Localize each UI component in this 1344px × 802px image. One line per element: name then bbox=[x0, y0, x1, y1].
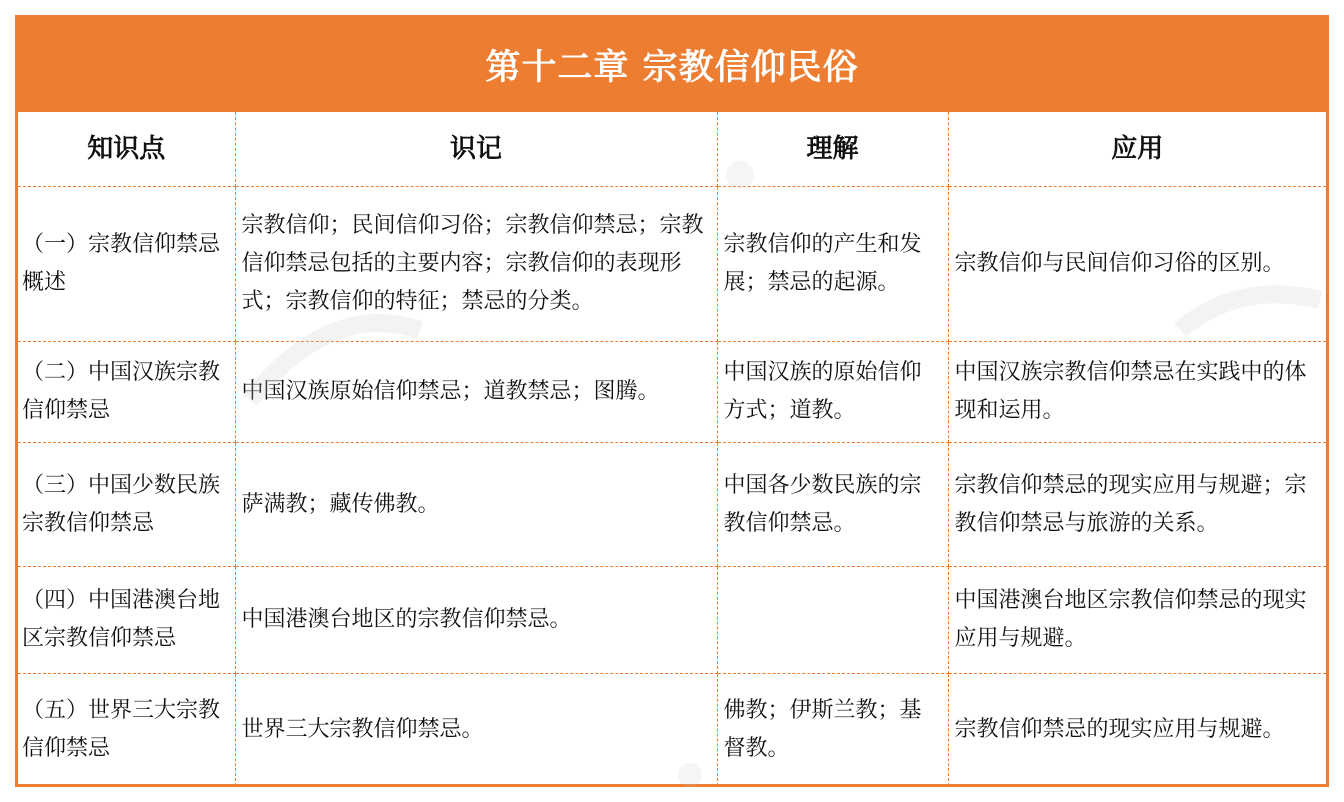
apply-cell: 中国汉族宗教信仰禁忌在实践中的体现和运用。 bbox=[948, 342, 1326, 443]
apply-cell: 宗教信仰禁忌的现实应用与规避。 bbox=[948, 674, 1326, 786]
syllabus-table bbox=[18, 112, 1326, 786]
understand-cell: 宗教信仰的产生和发展；禁忌的起源。 bbox=[717, 187, 948, 342]
apply-cell: 宗教信仰禁忌的现实应用与规避；宗教信仰禁忌与旅游的关系。 bbox=[948, 443, 1326, 567]
chapter-title: 第十二章 宗教信仰民俗 bbox=[18, 18, 1326, 112]
memorize-cell: 中国港澳台地区的宗教信仰禁忌。 bbox=[235, 567, 717, 674]
topic-cell: （四）中国港澳台地区宗教信仰禁忌 bbox=[18, 567, 235, 674]
understand-cell: 中国各少数民族的宗教信仰禁忌。 bbox=[717, 443, 948, 567]
header-topic: 知识点 bbox=[18, 112, 235, 187]
topic-cell: （一）宗教信仰禁忌概述 bbox=[18, 187, 235, 342]
table-row bbox=[18, 342, 1326, 443]
topic-cell: （五）世界三大宗教信仰禁忌 bbox=[18, 674, 235, 786]
syllabus-table-frame bbox=[15, 15, 1329, 787]
understand-cell bbox=[717, 567, 948, 674]
table-row bbox=[18, 567, 1326, 674]
memorize-cell: 中国汉族原始信仰禁忌；道教禁忌；图腾。 bbox=[235, 342, 717, 443]
apply-cell: 宗教信仰与民间信仰习俗的区别。 bbox=[948, 187, 1326, 342]
table-row bbox=[18, 443, 1326, 567]
table-row bbox=[18, 674, 1326, 786]
header-apply: 应用 bbox=[948, 112, 1326, 187]
topic-cell: （三）中国少数民族宗教信仰禁忌 bbox=[18, 443, 235, 567]
header-memorize: 识记 bbox=[235, 112, 717, 187]
apply-cell: 中国港澳台地区宗教信仰禁忌的现实应用与规避。 bbox=[948, 567, 1326, 674]
memorize-cell: 宗教信仰；民间信仰习俗；宗教信仰禁忌；宗教信仰禁忌包括的主要内容；宗教信仰的表现形式；宗教信仰的特征；禁忌的分类。 bbox=[235, 187, 717, 342]
table-row bbox=[18, 187, 1326, 342]
understand-cell: 佛教；伊斯兰教；基督教。 bbox=[717, 674, 948, 786]
header-row bbox=[18, 112, 1326, 187]
memorize-cell: 世界三大宗教信仰禁忌。 bbox=[235, 674, 717, 786]
topic-cell: （二）中国汉族宗教信仰禁忌 bbox=[18, 342, 235, 443]
understand-cell: 中国汉族的原始信仰方式；道教。 bbox=[717, 342, 948, 443]
header-understand: 理解 bbox=[717, 112, 948, 187]
memorize-cell: 萨满教；藏传佛教。 bbox=[235, 443, 717, 567]
